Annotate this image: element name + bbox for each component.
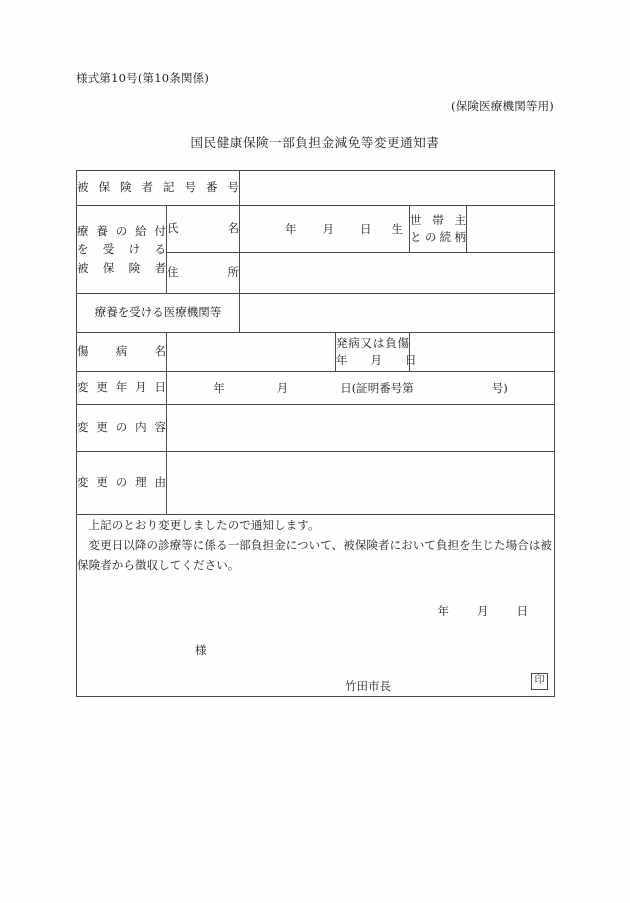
label-name: 氏 名 [167, 206, 240, 253]
value-household-relation[interactable] [467, 206, 555, 253]
usage-note: (保険医療機関等用) [451, 99, 554, 113]
value-address[interactable] [240, 253, 555, 294]
table-row-insured-name [77, 206, 555, 253]
label-institution: 療養を受ける医療機関等 [77, 294, 240, 333]
value-name-and-birthdate[interactable] [240, 206, 410, 253]
label-disease-name: 傷 病 名 [77, 333, 167, 372]
label-change-date: 変更年月日 [77, 372, 167, 405]
statement-line-2: 変更日以降の診療等に係る一部負担金について、被保険者において負担を生じた場合は被保険者から徴収してください。 [77, 538, 553, 573]
seal-icon: 印 [531, 673, 548, 690]
page-title: 国民健康保険一部負担金減免等変更通知書 [190, 135, 440, 150]
value-onset-date[interactable] [410, 333, 555, 372]
notification-form-table [76, 170, 555, 697]
label-insured-group: 療養の給付 を 受 け る 被 保 険 者 [77, 206, 167, 294]
label-onset-date: 発病又は負傷 年 月 日 [336, 333, 410, 372]
label-change-content: 変更の内容 [77, 405, 167, 452]
value-change-reason[interactable] [167, 452, 555, 515]
label-household-relation: 世 帯 主 との続柄 [410, 206, 467, 253]
label-insured-number: 被保険者記号番号 [77, 171, 240, 206]
table-row-change-date [77, 372, 555, 405]
value-institution[interactable] [240, 294, 555, 333]
addressee-line[interactable]: 様 [195, 642, 207, 657]
table-row-institution [77, 294, 555, 333]
signer-name: 竹田市長 [345, 678, 391, 693]
form-number: 様式第10号(第10条関係) [76, 71, 210, 85]
birthdate-line: 年 月 日 生 [285, 222, 403, 236]
label-address: 住 所 [167, 253, 240, 294]
table-row-change-reason [77, 452, 555, 515]
table-row-insured-number [77, 171, 555, 206]
table-row-disease [77, 333, 555, 372]
issue-date-line[interactable]: 年 月 日 [437, 604, 528, 619]
signer-line [77, 676, 554, 696]
table-row-statement [77, 515, 555, 697]
statement-block [77, 515, 555, 697]
value-change-content[interactable] [167, 405, 555, 452]
label-change-reason: 変更の理由 [77, 452, 167, 515]
value-disease-name[interactable] [167, 333, 336, 372]
table-row-change-content [77, 405, 555, 452]
value-change-date[interactable]: 年 月 日(証明番号第 号) [167, 372, 555, 405]
value-insured-number[interactable] [240, 171, 555, 206]
statement-line-1: 上記のとおり変更しましたので通知します。 [88, 518, 320, 532]
